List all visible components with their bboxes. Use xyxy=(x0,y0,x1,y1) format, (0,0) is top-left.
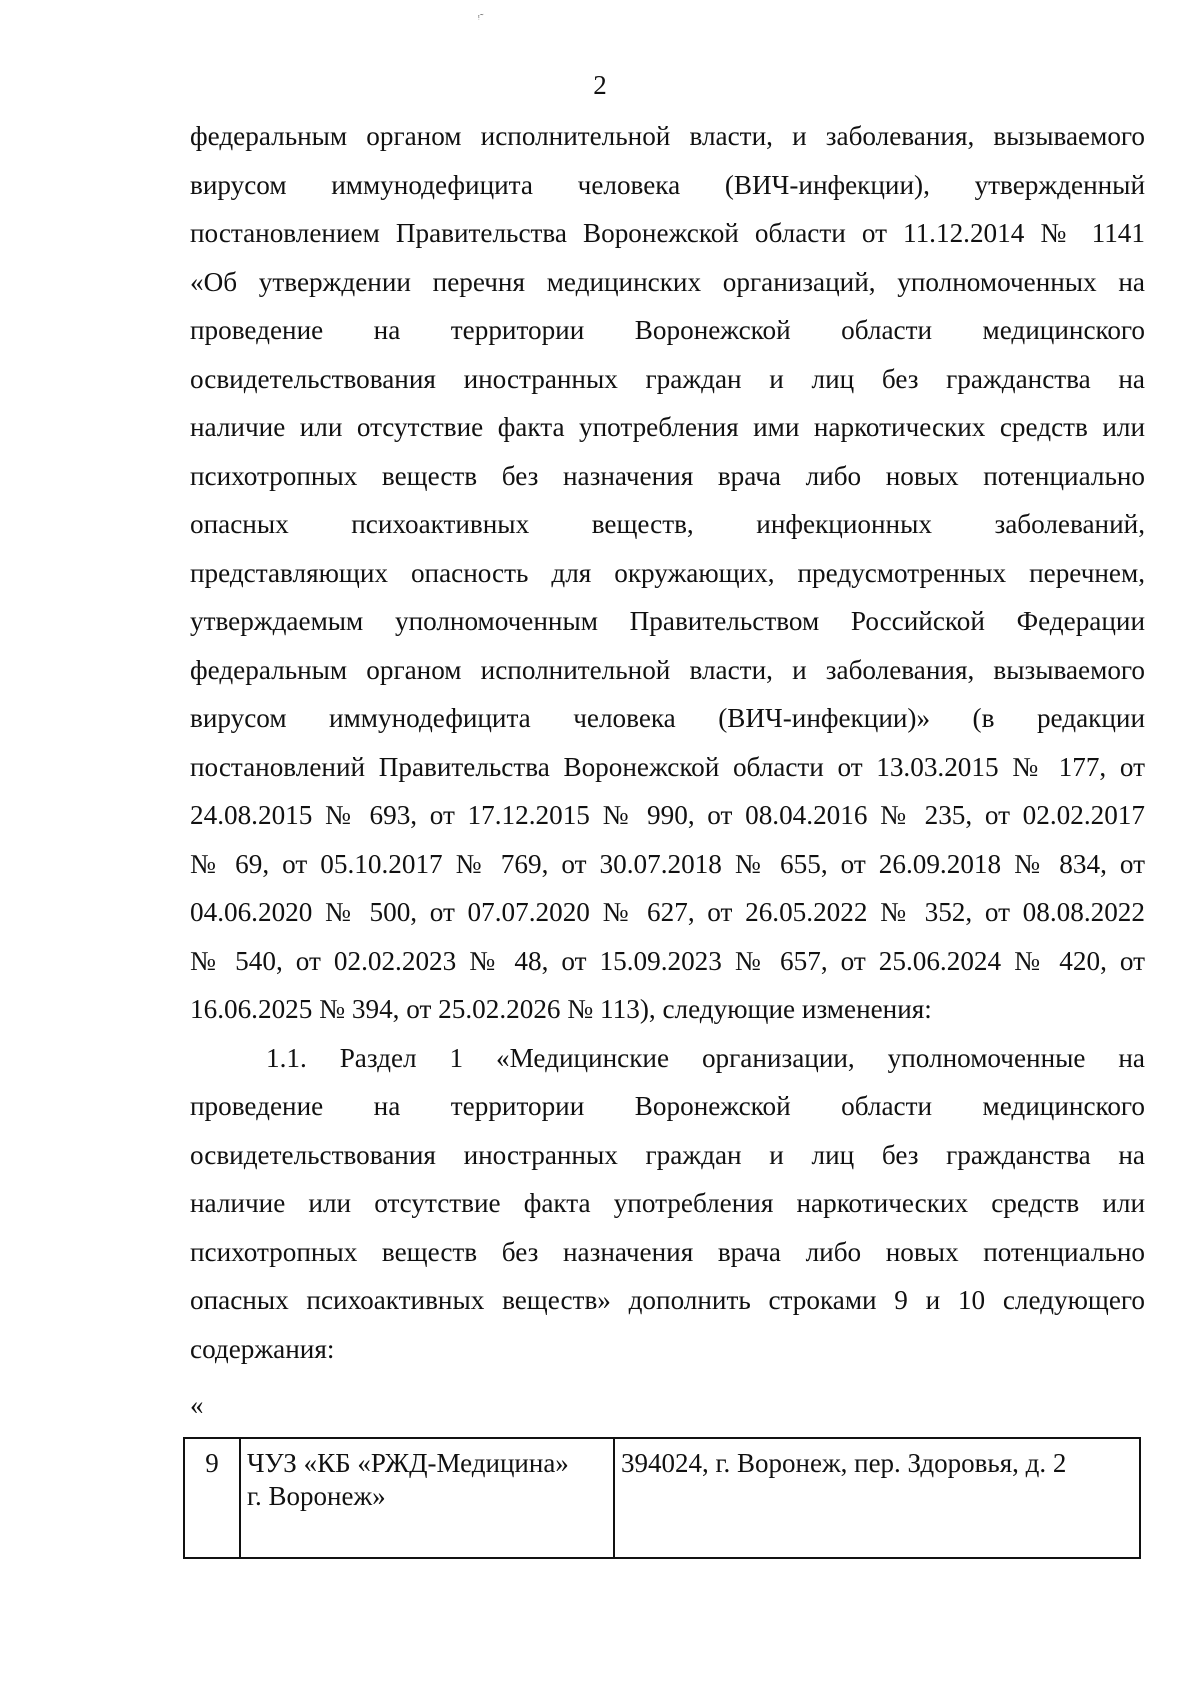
text-line: федеральным органом исполнительной власти, и заболевания, вызываемого xyxy=(190,121,1145,151)
text-line: наличие или отсутствие факта употребления ими наркотических средств или xyxy=(190,412,1145,442)
text-line: федеральным органом исполнительной власти, и заболевания, вызываемого xyxy=(190,654,1145,685)
organization-name-cell xyxy=(240,1438,614,1558)
organization-name-line: ЧУЗ «КБ «РЖД-Медицина» xyxy=(247,1448,569,1478)
text-line: № 540, от 02.02.2023 № 48, от 15.09.2023 № 657, от 25.06.2024 № 420, от xyxy=(190,945,1145,976)
text-line: вирусом иммунодефицита человека (ВИЧ-инфекции), утвержденный xyxy=(190,169,1145,200)
text-line: представляющих опасность для окружающих, предусмотренных перечнем, xyxy=(190,557,1145,588)
paragraph-section-1-1 xyxy=(190,1034,1145,1374)
organizations-table xyxy=(183,1437,1141,1559)
text-line: опасных психоактивных веществ, инфекционных заболеваний, xyxy=(190,509,1145,539)
table-row xyxy=(184,1438,1140,1558)
text-line: № 69, от 05.10.2017 № 769, от 30.07.2018 № 655, от 26.09.2018 № 834, от xyxy=(190,848,1145,879)
row-number-cell: 9 xyxy=(184,1438,240,1558)
text-line: утверждаемым уполномоченным Правительством Российской Федерации xyxy=(190,606,1145,636)
text-line: постановлением Правительства Воронежской области от 11.12.2014 № 1141 xyxy=(190,218,1145,248)
text-line: вирусом иммунодефицита человека (ВИЧ-инфекции)» (в редакции xyxy=(190,703,1145,733)
scan-artifact: ᵎ˜ xyxy=(478,12,484,24)
text-line: проведение на территории Воронежской области медицинского xyxy=(190,1091,1145,1121)
text-line: наличие или отсутствие факта употребления наркотических средств или xyxy=(190,1188,1145,1218)
text-line: 16.06.2025 № 394, от 25.02.2026 № 113), следующие изменения: xyxy=(190,994,932,1024)
text-line: психотропных веществ без назначения врача либо новых потенциально xyxy=(190,460,1145,491)
text-line: 04.06.2020 № 500, от 07.07.2020 № 627, от 26.05.2022 № 352, от 08.08.2022 xyxy=(190,897,1145,927)
document-body xyxy=(190,112,1145,1373)
organization-name-line: г. Воронеж» xyxy=(247,1481,386,1511)
text-line: опасных психоактивных веществ» дополнить строками 9 и 10 следующего xyxy=(190,1285,1145,1315)
text-line: постановлений Правительства Воронежской области от 13.03.2015 № 177, от xyxy=(190,751,1145,782)
text-line: 1.1. Раздел 1 «Медицинские организации, уполномоченные на xyxy=(266,1042,1145,1073)
text-line: содержания: xyxy=(190,1333,335,1364)
text-line: освидетельствования иностранных граждан и лиц без гражданства на xyxy=(190,1139,1145,1170)
text-line: 24.08.2015 № 693, от 17.12.2015 № 990, от 08.04.2016 № 235, от 02.02.2017 xyxy=(190,800,1145,830)
text-line: психотропных веществ без назначения врача либо новых потенциально xyxy=(190,1236,1145,1267)
address-cell: 394024, г. Воронеж, пер. Здоровья, д. 2 xyxy=(614,1438,1140,1558)
opening-quote-mark: « xyxy=(190,1390,204,1420)
text-line: проведение на территории Воронежской области медицинского xyxy=(190,315,1145,345)
page-number: 2 xyxy=(593,70,607,100)
text-line: освидетельствования иностранных граждан и лиц без гражданства на xyxy=(190,363,1145,394)
paragraph-amendment-intro xyxy=(190,112,1145,1034)
text-line: «Об утверждении перечня медицинских организаций, уполномоченных на xyxy=(190,266,1145,297)
